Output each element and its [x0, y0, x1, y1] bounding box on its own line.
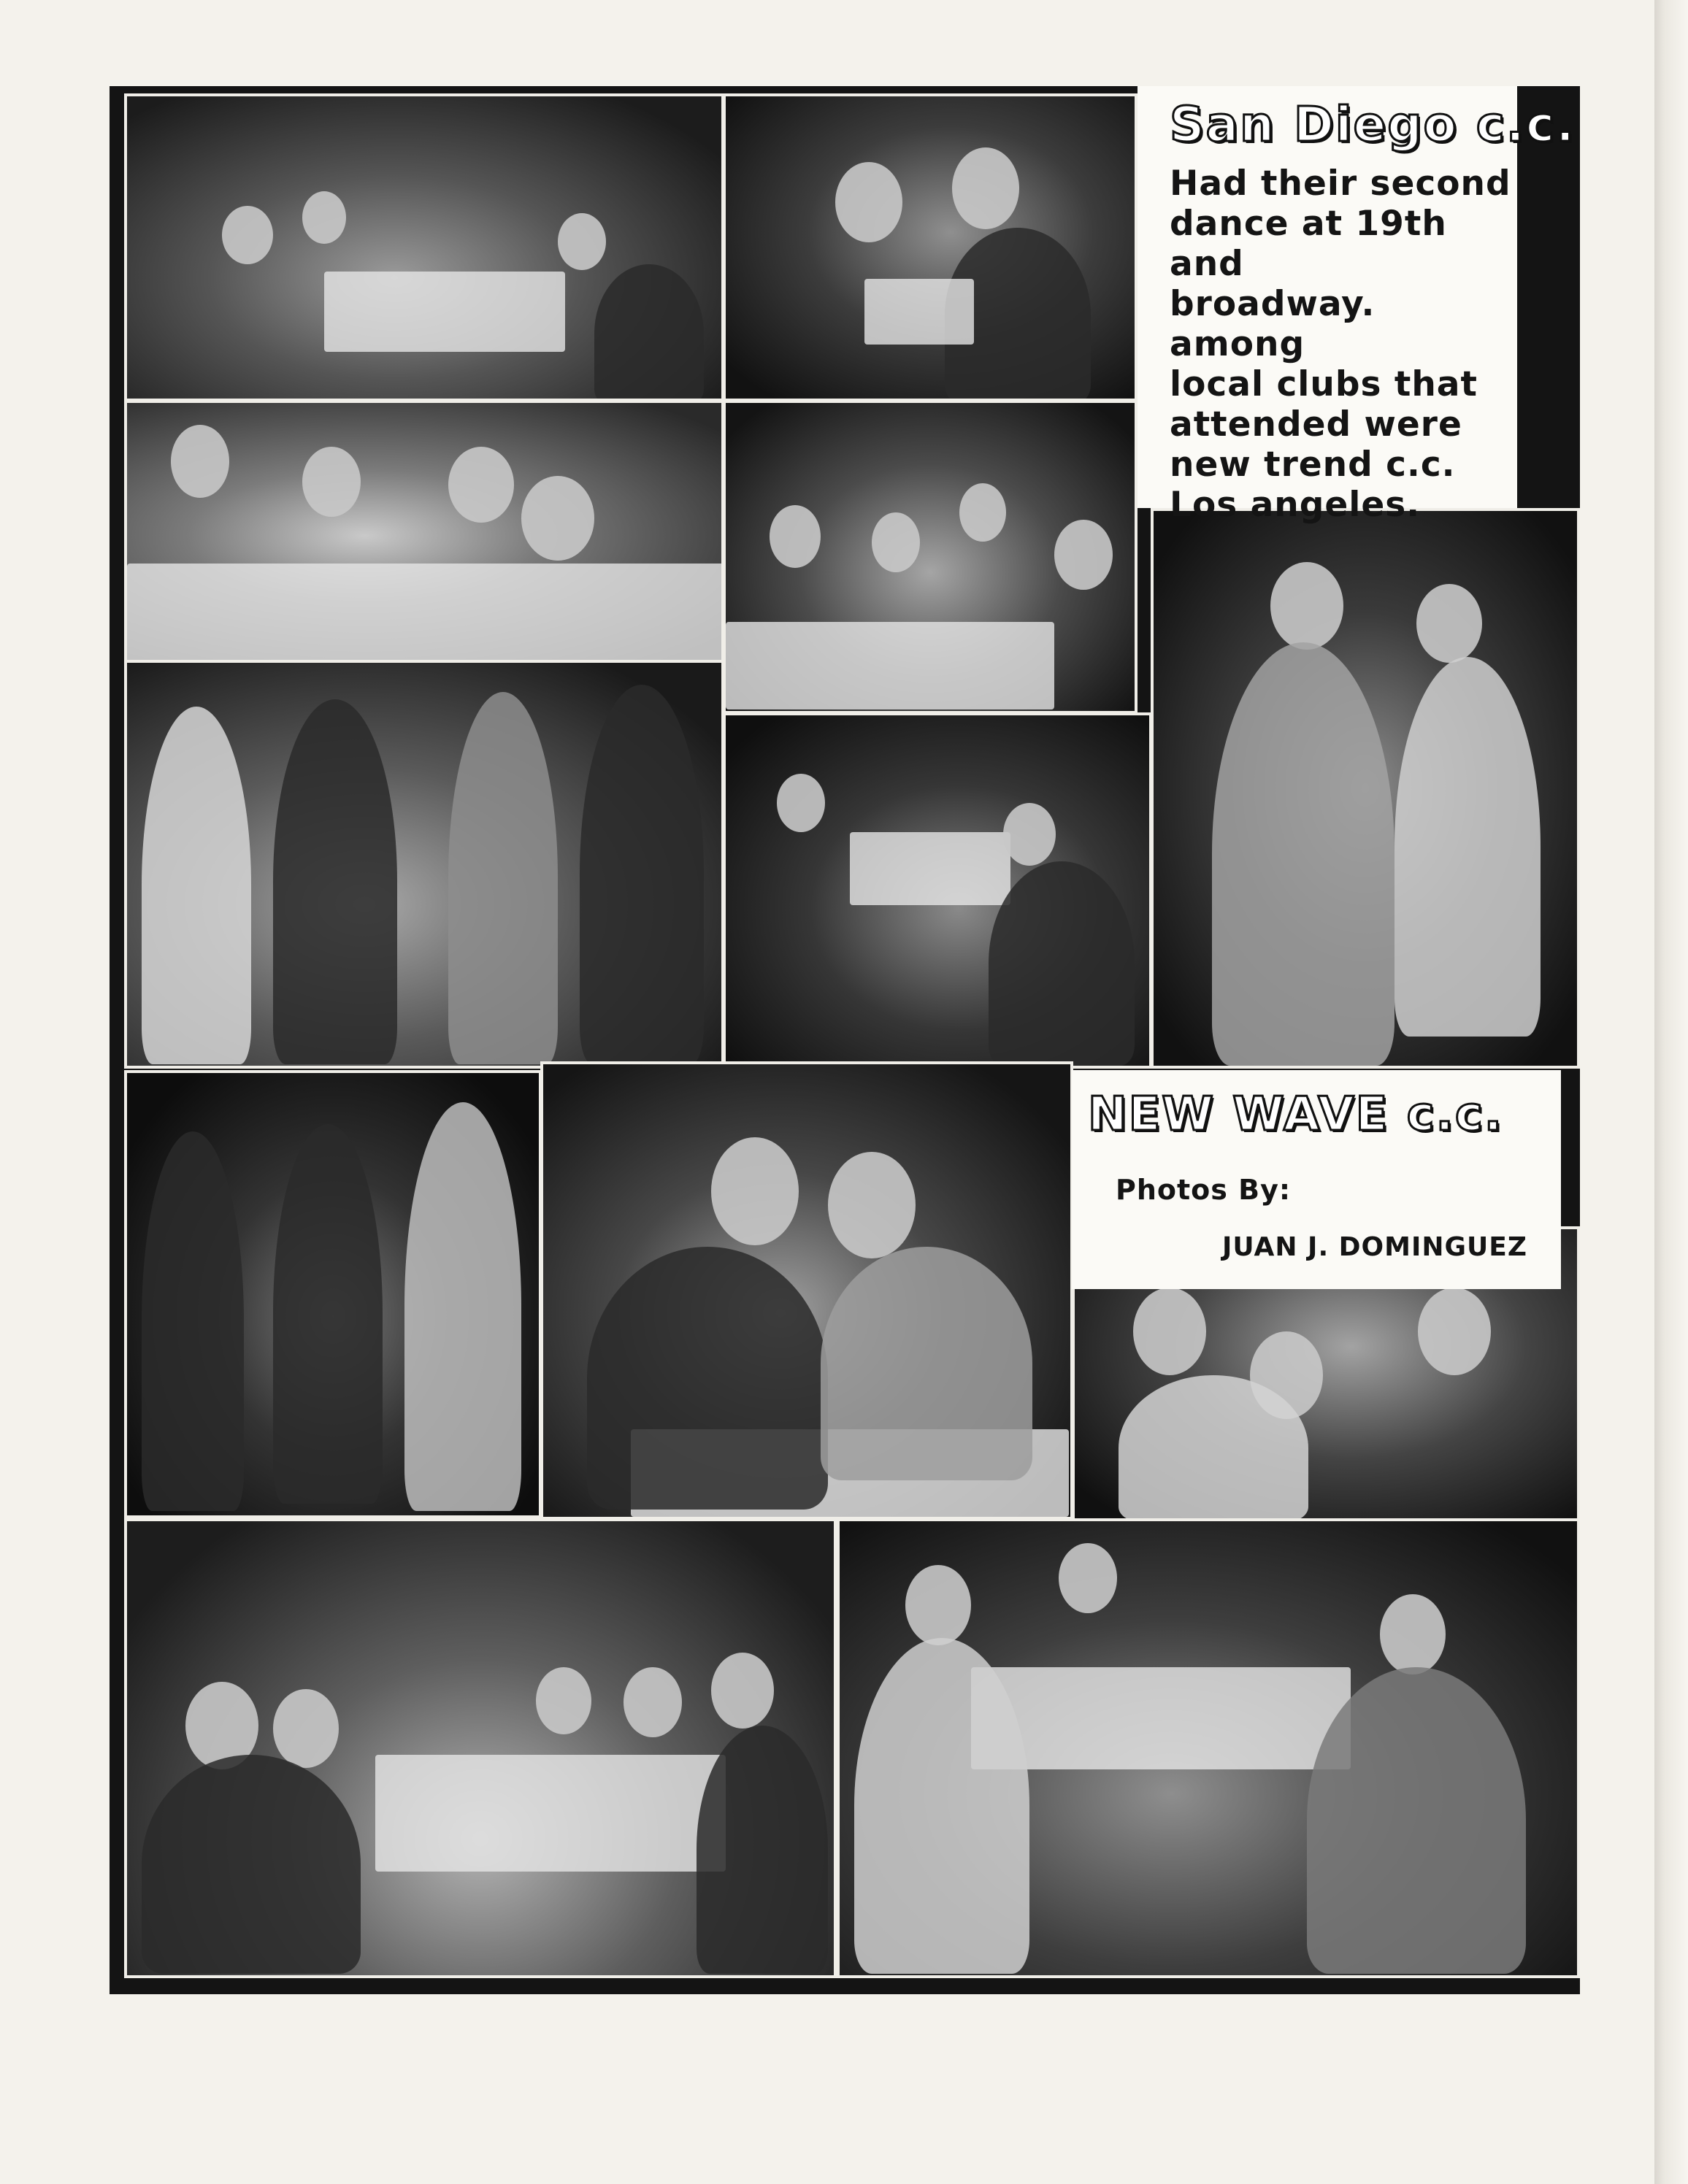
person-figure — [854, 1638, 1029, 1974]
photo-group-chairs-1 — [723, 712, 1152, 1069]
person-head — [711, 1137, 799, 1245]
photo-couple-walking — [1151, 508, 1580, 1069]
table-shape — [971, 1667, 1351, 1769]
person-head — [711, 1653, 774, 1729]
person-head — [624, 1667, 682, 1737]
table-shape — [375, 1755, 726, 1872]
photo-women-leaning — [124, 400, 724, 672]
person-figure — [404, 1102, 521, 1511]
person-head — [952, 147, 1019, 229]
person-head — [536, 1667, 591, 1734]
person-figure — [448, 692, 558, 1064]
person-head — [1003, 803, 1056, 866]
new-wave-title: NEW WAVE c.c. — [1088, 1088, 1504, 1142]
person-head — [1133, 1288, 1206, 1375]
photo-couple-close — [540, 1061, 1073, 1520]
new-wave-caption — [1072, 1070, 1561, 1289]
person-figure — [273, 699, 397, 1064]
person-figure — [587, 1247, 828, 1510]
photo-couple-table — [723, 93, 1138, 401]
person-figure — [1119, 1375, 1308, 1521]
person-head — [835, 162, 902, 242]
person-head — [521, 476, 594, 561]
table-shape — [324, 272, 565, 352]
san-diego-text: Had their second dance at 19th and broadway. among local clubs that attended were new trend c.c. Los angeles. — [1170, 164, 1511, 525]
photo-group-table-2 — [723, 400, 1138, 714]
person-figure — [1394, 657, 1541, 1037]
person-head — [872, 512, 920, 572]
person-head — [302, 447, 361, 517]
photo-long-table — [124, 1518, 837, 1978]
person-figure — [580, 685, 704, 1064]
person-figure — [697, 1726, 828, 1974]
person-head — [1416, 584, 1482, 663]
person-figure — [1307, 1667, 1526, 1974]
person-head — [1059, 1543, 1117, 1613]
person-figure — [821, 1247, 1032, 1480]
person-head — [171, 425, 229, 498]
table-shape — [850, 832, 1010, 905]
person-head — [1418, 1288, 1491, 1375]
person-figure — [142, 1755, 361, 1974]
photo-group-table-1 — [124, 93, 724, 401]
person-head — [1054, 520, 1113, 590]
person-head — [1380, 1594, 1446, 1674]
page-edge — [1654, 0, 1688, 2184]
person-head — [777, 774, 825, 832]
san-diego-title: San Diego c.c. — [1170, 96, 1576, 153]
person-figure — [1212, 642, 1394, 1066]
person-figure — [594, 264, 704, 401]
person-head — [222, 206, 273, 264]
person-head — [770, 505, 821, 568]
photographer-name: JUAN J. DOMINGUEZ — [1222, 1232, 1527, 1262]
person-head — [273, 1689, 339, 1768]
person-figure — [273, 1124, 383, 1504]
photo-group-chairs-2 — [837, 1518, 1580, 1978]
photos-by-label: Photos By: — [1116, 1174, 1292, 1206]
person-figure — [142, 707, 251, 1064]
san-diego-caption — [1138, 86, 1576, 525]
person-figure — [142, 1131, 244, 1511]
person-head — [905, 1565, 971, 1645]
table-shape — [726, 622, 1054, 710]
person-head — [959, 483, 1006, 542]
person-head — [302, 191, 346, 244]
photo-dancing — [124, 660, 724, 1069]
table-shape — [864, 279, 974, 345]
person-head — [558, 213, 606, 270]
photo-three-men — [124, 1070, 542, 1518]
person-head — [1270, 562, 1343, 650]
table-shape — [127, 564, 724, 672]
person-head — [448, 447, 514, 523]
person-head — [828, 1152, 916, 1258]
person-figure — [989, 861, 1135, 1066]
